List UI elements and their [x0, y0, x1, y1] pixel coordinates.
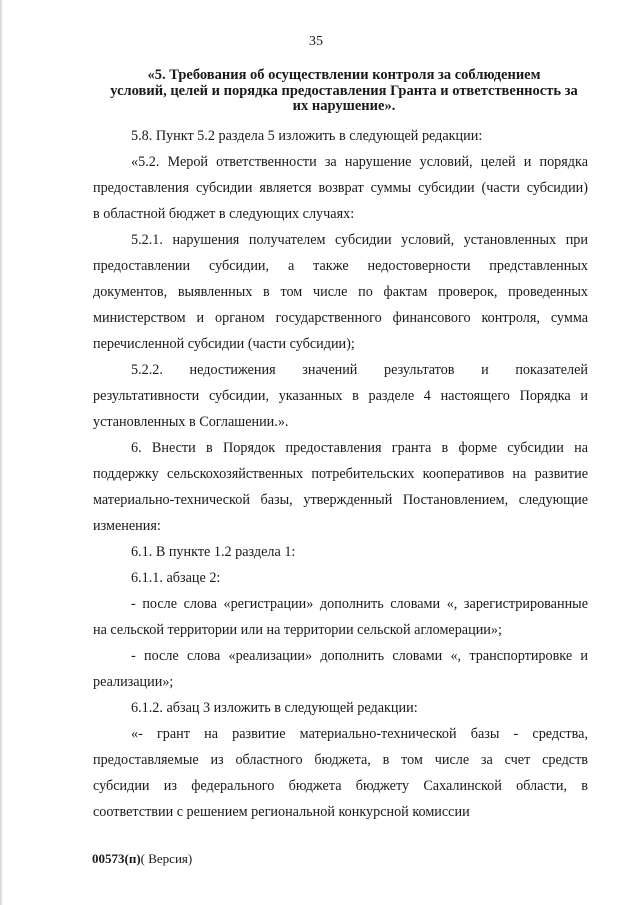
paragraph	[93, 123, 588, 149]
paragraph	[93, 721, 588, 825]
paragraph-line: «5.2. Мерой ответственности за нарушение условий, целей и порядка	[131, 154, 588, 170]
paragraph	[93, 357, 588, 435]
paragraph-line: министерством и органом государственного финансового контроля, сумма	[93, 310, 588, 326]
paragraph	[93, 591, 588, 643]
paragraph-line: установленных в Соглашении.».	[93, 414, 289, 430]
paragraph-line: предоставлении субсидии, а также недостоверности представленных	[93, 258, 588, 274]
paragraph	[93, 565, 588, 591]
paragraph	[93, 435, 588, 539]
paragraph-line: 6.1.1. абзаце 2:	[131, 570, 221, 586]
paragraph-line: в областной бюджет в следующих случаях:	[93, 206, 355, 222]
paragraph-line: результативности субсидии, указанных в разделе 4 настоящего Порядка и	[93, 388, 588, 404]
footer	[92, 851, 192, 867]
paragraph-line: предоставляемые из областного бюджета, в том числе за счет средств	[93, 752, 588, 768]
paragraph-line: соответствии с решением региональной конкурсной комиссии	[93, 804, 470, 820]
page-number: 35	[309, 34, 323, 49]
paragraph	[93, 539, 588, 565]
paragraph-line: документов, выявленных в том числе по фактам проверок, проведенных	[93, 284, 588, 300]
paragraph-line: 6. Внести в Порядок предоставления гранта в форме субсидии на	[131, 440, 588, 456]
paragraph-line: «- грант на развитие материально-технической базы - средства,	[131, 726, 588, 742]
paragraph-line: на сельской территории или на территории сельской агломерации»;	[93, 622, 502, 638]
paragraph-line: реализации»;	[93, 674, 174, 690]
paragraph-line: предоставления субсидии является возврат суммы субсидии (части субсидии)	[93, 180, 588, 196]
document-code: 00573(п)	[92, 851, 141, 866]
paragraph-line: - после слова «реализации» дополнить словами «, транспортировке и	[131, 648, 588, 664]
paragraph-line: 5.2.1. нарушения получателем субсидии условий, установленных при	[131, 232, 588, 248]
paragraph-line: 6.1. В пункте 1.2 раздела 1:	[131, 544, 296, 560]
paragraph-line: - после слова «регистрации» дополнить словами «, зарегистрированные	[131, 596, 588, 612]
document-body	[93, 123, 588, 825]
paragraph-line: поддержку сельскохозяйственных потребительских кооперативов на развитие	[93, 466, 588, 482]
paragraph-line: субсидии из федерального бюджета бюджету Сахалинской области, в	[93, 778, 588, 794]
paragraph	[93, 695, 588, 721]
document-version: ( Версия)	[140, 851, 193, 866]
paragraph-line: 6.1.2. абзац 3 изложить в следующей редакции:	[131, 700, 418, 716]
scan-edge	[0, 0, 3, 905]
paragraph-line: изменения:	[93, 518, 161, 534]
paragraph-line: перечисленной субсидии (части субсидии);	[93, 336, 355, 352]
title-line: их нарушение».	[292, 98, 396, 114]
paragraph-line: материально-технической базы, утвержденный Постановлением, следующие	[93, 492, 588, 508]
section-title	[96, 68, 592, 115]
paragraph	[93, 149, 588, 227]
paragraph	[93, 643, 588, 695]
title-line: «5. Требования об осуществлении контроля за соблюдением	[147, 67, 541, 83]
paragraph-line: 5.2.2. недостижения значений результатов и показателей	[131, 362, 588, 378]
paragraph	[93, 227, 588, 357]
title-line: условий, целей и порядка предоставления Гранта и ответственность за	[110, 82, 578, 99]
paragraph-line: 5.8. Пункт 5.2 раздела 5 изложить в следующей редакции:	[131, 128, 483, 144]
